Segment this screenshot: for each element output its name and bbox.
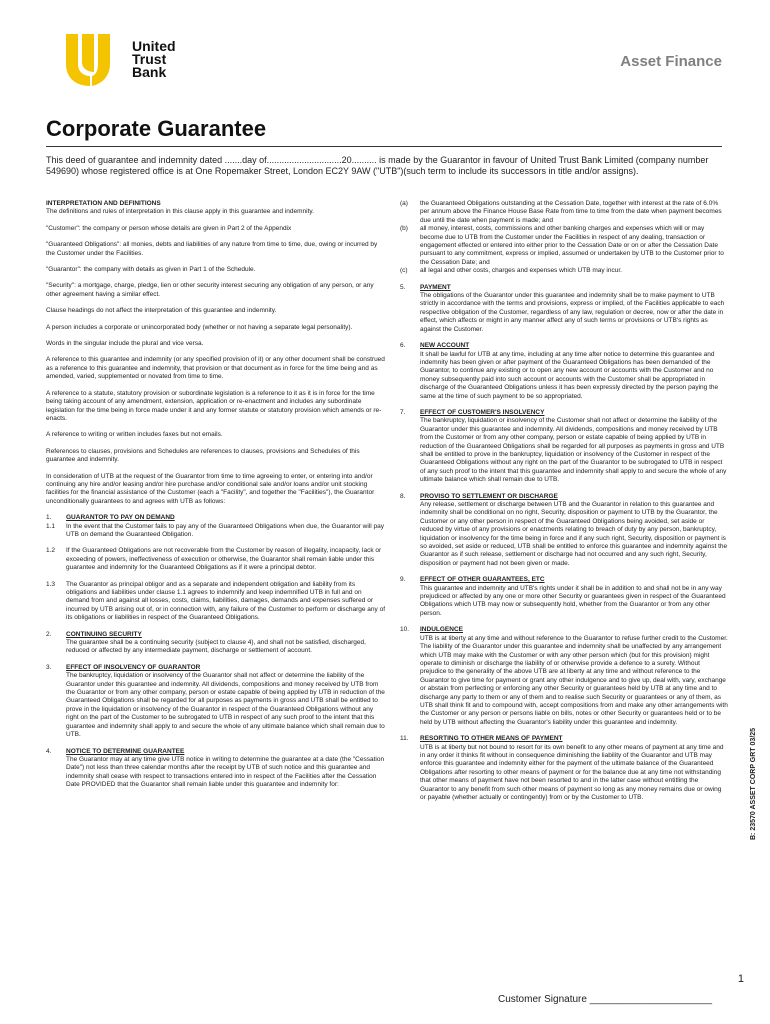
clause-text: The Guarantor may at any time give UTB notice in writing to determine the guarantee at a date (the "Cessation Date") not less than three calendar months after the receipt by UTB of such notice and this guarantee and indemnity shall cease with respect to transactions entered into in respect of the Facilities after the Cessation Date PROVIDED that the Guarantor shall remain liable under this guarantee and indemnity for: (66, 755, 385, 789)
clause-6 (400, 342, 728, 401)
paragraph: Clause headings do not affect the interpretation of this guarantee and indemnity. (46, 307, 277, 315)
clause-text: all legal and other costs, charges and expenses which UTB may incur. (420, 267, 622, 275)
clause-number: 6. (400, 342, 406, 350)
clause-heading: NEW ACCOUNT (420, 342, 470, 350)
clause-10 (400, 626, 728, 727)
clause-8 (400, 493, 728, 569)
clause-7 (400, 409, 728, 485)
clause-number: 8. (400, 492, 406, 500)
paragraph: References to clauses, provisions and Schedules are references to clauses, provisions and Schedules of this guarantee and indemnity. (46, 447, 360, 464)
clause-5 (400, 284, 728, 334)
clause-heading: RESORTING TO OTHER MEANS OF PAYMENT (420, 735, 563, 743)
clause-number: 4. (46, 747, 52, 755)
clause-heading: EFFECT OF INSOLVENCY OF GUARANTOR (66, 663, 201, 671)
clause-number: (c) (400, 267, 408, 275)
clause-text: The guarantee shall be a continuing security (subject to clause 4), and shall not be satisfied, discharged, reduced or affected by any intermediate payment, discharge or settlement of account. (66, 639, 366, 655)
customer-signature-line: Customer Signature ______________________ (498, 994, 713, 1005)
product-name: Asset Finance (620, 53, 722, 70)
clause-text: the Guaranteed Obligations outstanding at the Cessation Date, together with interest at the rate of 6.0% per annum above the Finance House Base Rate from time to time from the date when payment becomes due until the date when payment is made; and (420, 200, 722, 224)
clause-number: 1.3 (46, 580, 56, 588)
clause-heading: EFFECT OF OTHER GUARANTEES, ETC (420, 576, 545, 584)
clause-number: 2. (46, 630, 52, 638)
utb-logo-mark-icon (62, 30, 118, 86)
clause-1 (46, 514, 386, 522)
clause-heading: GUARANTOR TO PAY ON DEMAND (66, 514, 175, 522)
logo-line-3: Bank (132, 64, 167, 80)
clause-4 (46, 748, 386, 790)
clause-text: The obligations of the Guarantor under this guarantee and indemnity shall be to make payment to UTB strictly in accordance with the terms and provisions, express or implied, of the Facilities applicable to each respective obligation of the Customer, regardless of any law, regulation or decree, now or after the date in effect, which affects or might in any manner affect any of such terms or provisions or UTB's rights as against the Customer. (420, 292, 725, 333)
page-number: 1 (737, 973, 744, 985)
clause-text: The bankruptcy, liquidation or insolvency of the Guarantor shall not affect or determine the liability of the Guarantor under this guarantee and indemnity. All dividends, compositions and money received by UTB from the Guarantor or from any other company, person or estate capable of being applied by UTB in reduction of the Guaranteed Obligations shall be regarded for all purposes as payments in gross and UTB shall be entitled to prove in the liquidation or insolvency of the Guarantor in respect of the Guaranteed Obligations without any right on the part of the Customer to be subrogated to UTB in respect of any such proof to the intent that this guarantee and indemnity shall apply to and secure the whole of any ultimate balance which shall remain due to UTB. (66, 672, 385, 739)
clause-text: This guarantee and indemnity and UTB's rights under it shall be in addition to and shall not be in any way prejudiced or affected by any one or more other Security or guarantees given in respect of the Guaranteed Obligations which UTB may now or subsequently hold, whether from the Guarantor or from any other person. (420, 584, 726, 617)
paragraph: "Guaranteed Obligations": all monies, debts and liabilities of any nature from time to time, due, owing or incurred by the Customer under the Facilities. (46, 241, 378, 257)
clause-1-3 (46, 581, 386, 623)
clause-text: If the Guaranteed Obligations are not recoverable from the Customer by reason of illegality, incapacity, lack or exceeding of powers, ineffectiveness of execution or otherwise, the Guarantor shall remain liable under this guarantee and indemnity for the Guaranteed Obligations as if it were a principal debtor. (66, 547, 382, 572)
clause-1-1 (46, 523, 386, 540)
clause-heading: PROVISO TO SETTLEMENT OR DISCHARGE (420, 492, 558, 500)
interpretation-heading: INTERPRETATION AND DEFINITIONS (46, 200, 161, 207)
clause-text: Any release, settlement or discharge between UTB and the Guarantor in relation to this guarantee and indemnity shall be conditional on no right, Security, disposition or payment to UTB by the Guarantor, the Customer or any other person in respect of the Guaranteed Obligations being avoided, set aside or reduced by virtue of any provisions or enactments relating to breach of duty by any person, bankruptcy, liquidation or insolvency for the time being in force and if any such right, Security, disposition or payment is so avoided, set aside or reduced, UTB shall be entitled to enforce this guarantee and indemnity against the Guarantor as if such release, settlement or discharge had not occurred and any such right, Security, disposition or payment had not been given or made. (420, 501, 728, 567)
clause-number: 11. (400, 735, 409, 743)
paragraph: In consideration of UTB at the request of the Guarantor from time to time agreeing to enter, or entering into and/or continuing any hire and/or leasing and/or hire purchase and/or conditional sale and/or loans and/or unit stocking facilities for the financial assistance of the Customer (each a "Facility", and together the "Facilities"), the Guarantor unconditionally guarantees to and agrees with UTB as follows: (46, 472, 375, 505)
clause-heading: EFFECT OF CUSTOMER'S INSOLVENCY (420, 408, 545, 416)
paragraph: "Security": a mortgage, charge, pledge, lien or other security interest securing any obligation of any person, or any other agreement having a similar effect. (46, 282, 374, 298)
utb-logo (62, 30, 182, 86)
clause-11 (400, 735, 728, 802)
clause-text: The bankruptcy, liquidation or insolvency of the Customer shall not affect or determine the liability of the Guarantor under this guarantee and indemnity. All dividends, compositions and money received by UTB from the Customer or from any other company, person or estate capable of being applied by UTB in reduction of the Guaranteed Obligations shall be regarded for all purposes as payments in gross and UTB shall be entitled to prove in the bankruptcy, liquidation or insolvency of the Customer in respect of the Guaranteed Obligations without any right on the part of the Guarantor to be subrogated to UTB in respect of any such proof to the intent that this guarantee and indemnity shall apply to and secure the whole of any ultimate balance which shall remain due to UTB. (420, 417, 727, 484)
logo-line-1: United (132, 38, 176, 54)
title-divider (46, 146, 722, 147)
document-reference-code: B: 23570 ASSET CORP GRT 03/25 (750, 727, 757, 840)
clause-heading: CONTINUING SECURITY (66, 630, 142, 638)
clause-heading: NOTICE TO DETERMINE GUARANTEE (66, 747, 185, 755)
clause-text: UTB is at liberty but not bound to resort for its own benefit to any other means of payment at any time and in any order it thinks fit without in consequence diminishing the liability of the Guarantor and UTB may enforce this guarantee and indemnity either for the payment of the ultimate balance of the Guaranteed Obligations after resorting to other means of payment or for the balance due at any time not withstanding that other means of payment have not been resorted to and in the latter case without entitling the Guarantor to any benefit from such other means of payment so long as any money remains due or owing or payable (whether actually or contingently) from or by the Customer to UTB. (420, 743, 724, 801)
clause-9 (400, 576, 728, 618)
clause-text: all money, interest, costs, commissions and other banking charges and expenses which will or may become due to UTB from the Customer under the Facilities in respect of any dealing, transaction or engagement effected or entered into either prior to the Cessation Date or on or after the Cessation Date pursuant to any commitment, express or implied, assumed or undertaken by UTB to the Customer prior to the Cessation Date; and (420, 225, 724, 266)
clause-number: 5. (400, 283, 406, 291)
clause-text: UTB is at liberty at any time and without reference to the Guarantor to refuse further credit to the Customer. The liability of the Guarantor under this guarantee and indemnity shall be unaffected by any arrangement which UTB may make with the Customer or with any other person which (but for this provision) might operate to diminish or discharge the liability of or otherwise provide a defence to a surety. Without prejudice to the generality of the above UTB are at liberty at any time and without reference to the Guarantor to give time for payment or grant any other indulgence and to give up, deal with, vary, exchange or abstain from perfecting or enforcing any other Security or guarantees held by UTB at any time and to discharge any party to them or any of them and to realise such Security or guarantees or any of them, as UTB shall think fit and to compound with, accept compositions from and make any other arrangements with the Customer or any person or persons liable on bills, notes or other Security or guarantees held or to be held by UTB without affecting the Guarantor's liability under this guarantee and indemnity. (420, 634, 728, 726)
clause-number: 1.2 (46, 547, 56, 555)
clause-text: The Guarantor as principal obligor and as a separate and independent obligation and liability from its obligations and liabilities under clause 1.1 agrees to indemnify and keep indemnified UTB in full and on demand from and against all losses, costs, claims, liabilities, damages, demands and expenses suffered or incurred by UTB arising out of, or in connection with, any failure of the Customer to perform or discharge any of its obligations or liabilities in respect of the Guaranteed Obligations. (66, 580, 386, 622)
left-column (46, 200, 386, 798)
clause-number: (b) (400, 225, 408, 233)
clause-number: (a) (400, 200, 408, 207)
paragraph: A person includes a corporate or unincorporated body (whether or not having a separate legal personality). (46, 323, 353, 331)
clause-text: In the event that the Customer fails to pay any of the Guaranteed Obligations when due, the Guarantor will pay UTB on demand the Guaranteed Obligation. (66, 522, 384, 538)
document-title: Corporate Guarantee (46, 116, 267, 141)
clause-4-c (400, 267, 728, 275)
right-column (400, 200, 728, 810)
clause-number: 7. (400, 408, 406, 416)
clause-heading: INDULGENCE (420, 626, 463, 634)
clause-4-b (400, 225, 728, 267)
clause-2 (46, 631, 386, 656)
logo-wordmark (132, 40, 176, 79)
paragraph: "Guarantor": the company with details as given in Part 1 of the Schedule. (46, 266, 256, 274)
clause-3 (46, 664, 386, 740)
clause-number: 10. (400, 626, 410, 634)
clause-1-2 (46, 547, 386, 572)
clause-number: 3. (46, 663, 52, 671)
clause-heading: PAYMENT (420, 283, 451, 291)
clause-number: 9. (400, 576, 406, 584)
clause-number: 1.1 (46, 522, 56, 530)
intro-paragraph: This deed of guarantee and indemnity dated .......day of..............................20.......... is made by the Guarantor in favour of United Trust Bank Limited (company number 549690) whose registered office is at One Ropemaker Street, London EC2Y 9AW ("UTB")(such term to include its successors in title and/or assigns). (46, 155, 709, 176)
paragraph: Words in the singular include the plural and vice versa. (46, 340, 204, 348)
paragraph: A reference to writing or written includes faxes but not emails. (46, 431, 223, 439)
paragraph: The definitions and rules of interpretation in this clause apply in this guarantee and indemnity. (46, 208, 314, 216)
paragraph: "Customer": the company or person whose details are given in Part 2 of the Appendix (46, 224, 292, 232)
paragraph: A reference to a statute, statutory provision or subordinate legislation is a reference to it as it is in force for the time being taking account of any amendment, extension, application or re-enactment and includes any subordinate legislation for the time being in force made under it and any former statute or statutory provision which amends or re-enacts. (46, 389, 382, 422)
clause-number: 1. (46, 514, 52, 522)
paragraph: A reference to this guarantee and indemnity (or any specified provision of it) or any other document shall be construed as a reference to this guarantee and indemnity, that provision or that document as in force for the time being and as amended, varied, supplemented or novated from time to time. (46, 356, 385, 381)
clause-4-a (400, 200, 728, 225)
logo-line-2: Trust (132, 51, 167, 67)
clause-text: It shall be lawful for UTB at any time, including at any time after notice to determine this guarantee and indemnity has been given or after payment of the Guaranteed Obligations has been demanded of the Guarantor, to continue any existing or to open any new account or accounts with the Customer and no money subsequently paid into such account or accounts with the Customer shall be appropriated in discharge of the Guaranteed Obligations unless it has been expressly directed by the person paying the same at the time of such payment to be so appropriated. (420, 350, 719, 400)
